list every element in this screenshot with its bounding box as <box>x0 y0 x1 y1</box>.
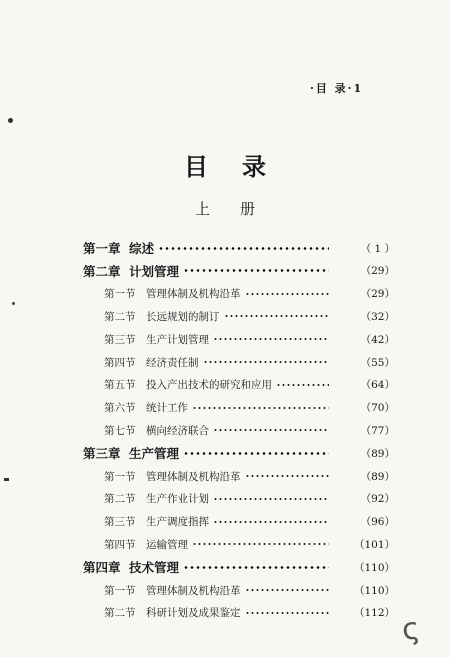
section-title: 管理体制及机构沿革 <box>146 470 241 483</box>
dot-leader <box>213 338 329 340</box>
section-title: 管理体制及机构沿革 <box>146 288 241 301</box>
section-number: 第一节 <box>104 584 136 597</box>
chapter-title: 生产管理 <box>129 446 180 462</box>
page-number: （55） <box>360 356 395 369</box>
page-number: （92） <box>360 493 395 506</box>
section-number: 第三节 <box>104 516 136 529</box>
toc-section-row <box>0 420 450 440</box>
dot-leader <box>213 521 329 523</box>
dot-leader <box>203 361 330 363</box>
section-number: 第四节 <box>104 356 136 369</box>
page-number: （70） <box>360 402 395 415</box>
section-number: 第六节 <box>104 402 136 415</box>
section-title: 生产调度指挥 <box>146 516 209 529</box>
dot-leader <box>183 566 329 569</box>
chapter-number: 第四章 <box>83 560 121 576</box>
chapter-number: 第三章 <box>83 446 121 462</box>
dot-leader <box>224 315 330 317</box>
toc-section-row <box>0 306 450 326</box>
page-number: （64） <box>360 379 395 392</box>
page-number: （110） <box>353 561 395 574</box>
section-number: 第七节 <box>104 424 136 437</box>
volume-subtitle: 上册 <box>194 200 285 218</box>
section-number: 第三节 <box>104 333 136 346</box>
toc-section-row <box>0 375 450 395</box>
page-number: （42） <box>360 333 395 346</box>
chapter-number: 第一章 <box>83 241 121 256</box>
page-number: （101） <box>353 538 395 551</box>
toc-chapter-row <box>0 557 450 577</box>
page-title: 目录 <box>184 152 300 181</box>
toc-chapter-row <box>0 261 450 281</box>
toc-section-row <box>0 352 450 372</box>
page-number: （110） <box>353 584 395 597</box>
dot-leader <box>276 384 329 386</box>
section-title: 生产作业计划 <box>146 493 209 506</box>
toc-section-row <box>0 534 450 554</box>
dot-leader <box>183 269 329 272</box>
scan-speck <box>12 302 15 305</box>
toc-section-row <box>0 603 450 623</box>
page-number: （77） <box>360 424 395 437</box>
chapter-title: 计划管理 <box>129 263 180 279</box>
page-number: （96） <box>360 516 395 529</box>
toc-section-row <box>0 489 450 509</box>
section-title: 生产计划管理 <box>146 333 209 346</box>
page-number: （29） <box>360 288 395 301</box>
page-number: （29） <box>360 265 395 278</box>
page-number: （112） <box>353 607 395 620</box>
dot-leader <box>245 589 330 591</box>
dot-leader <box>245 475 330 477</box>
section-title: 统计工作 <box>146 402 188 415</box>
section-number: 第二节 <box>104 493 136 506</box>
section-title: 经济责任制 <box>146 356 199 369</box>
page-number: （89） <box>360 447 395 460</box>
page-number: （89） <box>360 470 395 483</box>
section-title: 科研计划及成果鉴定 <box>146 607 241 620</box>
running-header: ·目 录·1 <box>310 82 364 95</box>
toc-chapter-row <box>0 443 450 463</box>
chapter-title: 技术管理 <box>129 560 180 576</box>
section-number: 第四节 <box>104 538 136 551</box>
dot-leader <box>213 429 329 431</box>
toc-section-row <box>0 329 450 349</box>
dot-leader <box>192 407 329 409</box>
section-number: 第一节 <box>104 288 136 301</box>
section-number: 第二节 <box>104 310 136 323</box>
toc-section-row <box>0 284 450 304</box>
dot-leader <box>245 612 330 614</box>
section-title: 运输管理 <box>146 538 188 551</box>
chapter-title: 综述 <box>129 241 155 256</box>
toc-chapter-row <box>0 238 450 258</box>
dot-leader <box>192 543 329 545</box>
dot-leader <box>213 498 329 500</box>
section-title: 投入产出技术的研究和应用 <box>146 379 272 392</box>
section-number: 第一节 <box>104 470 136 483</box>
handwritten-mark: ς <box>399 610 422 649</box>
scan-speck <box>8 118 13 123</box>
chapter-number: 第二章 <box>83 263 121 279</box>
dot-leader <box>158 247 329 250</box>
page-number: （32） <box>360 310 395 323</box>
toc-section-row <box>0 512 450 532</box>
section-title: 管理体制及机构沿革 <box>146 584 241 597</box>
section-title: 横向经济联合 <box>146 424 209 437</box>
toc-section-row <box>0 466 450 486</box>
scan-speck <box>4 478 9 481</box>
page-number: （ 1 ） <box>360 242 395 255</box>
section-number: 第五节 <box>104 379 136 392</box>
toc-section-row <box>0 398 450 418</box>
section-number: 第二节 <box>104 607 136 620</box>
dot-leader <box>183 452 329 455</box>
toc-section-row <box>0 580 450 600</box>
dot-leader <box>245 293 330 295</box>
section-title: 长远规划的制订 <box>146 310 220 323</box>
